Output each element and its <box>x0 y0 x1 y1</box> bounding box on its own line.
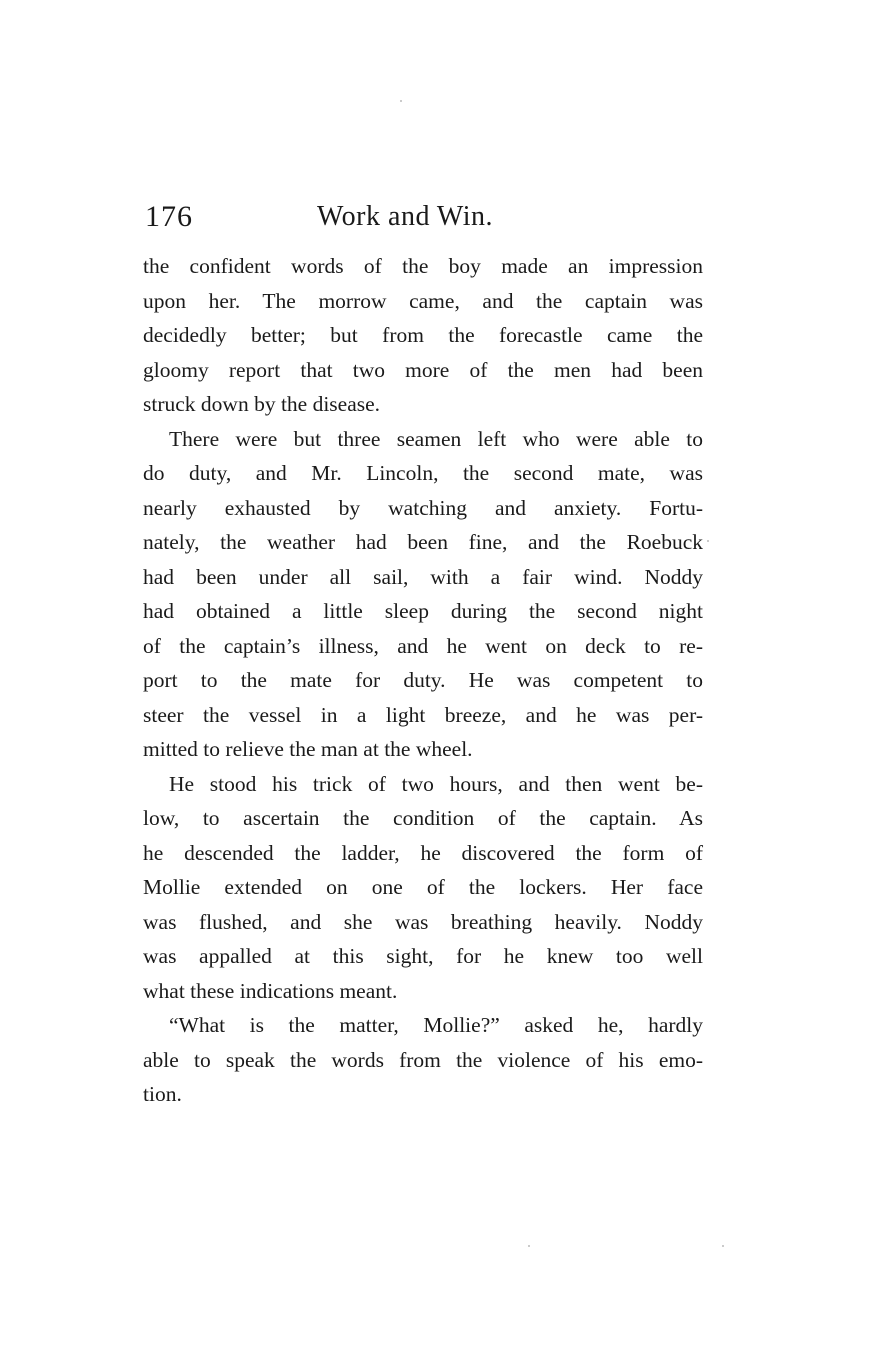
paragraph-1 <box>143 249 703 422</box>
page-number: 176 <box>145 200 193 233</box>
text-line: do duty, and Mr. Lincoln, the second mate, was <box>143 461 703 485</box>
text-line: Mollie extended on one of the lockers. Her face <box>143 875 703 899</box>
text-line: gloomy report that two more of the men had been <box>143 357 703 382</box>
text-line: had been under all sail, with a fair wind. Noddy <box>143 564 703 589</box>
paper-speck <box>528 1245 530 1247</box>
text-line: tion. <box>143 1082 182 1106</box>
text-line: steer the vessel in a light breeze, and he was per- <box>143 702 703 727</box>
text-line: had obtained a little sleep during the second night <box>143 599 703 623</box>
text-line: able to speak the words from the violence of his emo- <box>143 1047 703 1072</box>
running-head <box>145 197 705 237</box>
paragraph-3 <box>143 767 703 1009</box>
text-line: was appalled at this sight, for he knew too well <box>143 944 703 968</box>
text-line: of the captain’s illness, and he went on deck to re- <box>143 633 703 658</box>
text-line: was flushed, and she was breathing heavily. Noddy <box>143 909 703 934</box>
text-line: low, to ascertain the condition of the captain. As <box>143 806 703 830</box>
book-title: Work and Win. <box>317 201 494 232</box>
paper-speck <box>707 540 709 542</box>
text-line: port to the mate for duty. He was competent to <box>143 668 703 692</box>
text-line: the confident words of the boy made an impression <box>143 254 703 278</box>
text-line: nately, the weather had been fine, and the Roebuck <box>143 530 703 554</box>
text-line: nearly exhausted by watching and anxiety. Fortu- <box>143 495 703 520</box>
text-line: what these indications meant. <box>143 978 398 1003</box>
body-text <box>143 249 703 1112</box>
text-line: There were but three seamen left who were able to <box>169 426 703 451</box>
paper-speck <box>400 100 402 102</box>
paragraph-4 <box>143 1008 703 1112</box>
text-line: He stood his trick of two hours, and then went be- <box>169 771 703 796</box>
text-line: decidedly better; but from the forecastle came the <box>143 323 703 347</box>
text-line: upon her. The morrow came, and the captain was <box>143 288 703 313</box>
paper-speck <box>722 1245 724 1247</box>
paragraph-2 <box>143 422 703 767</box>
text-line: struck down by the disease. <box>143 392 381 416</box>
text-line: “What is the matter, Mollie?” asked he, hardly <box>169 1013 703 1037</box>
text-line: mitted to relieve the man at the wheel. <box>143 737 473 761</box>
text-line: he descended the ladder, he discovered the form of <box>143 840 703 865</box>
